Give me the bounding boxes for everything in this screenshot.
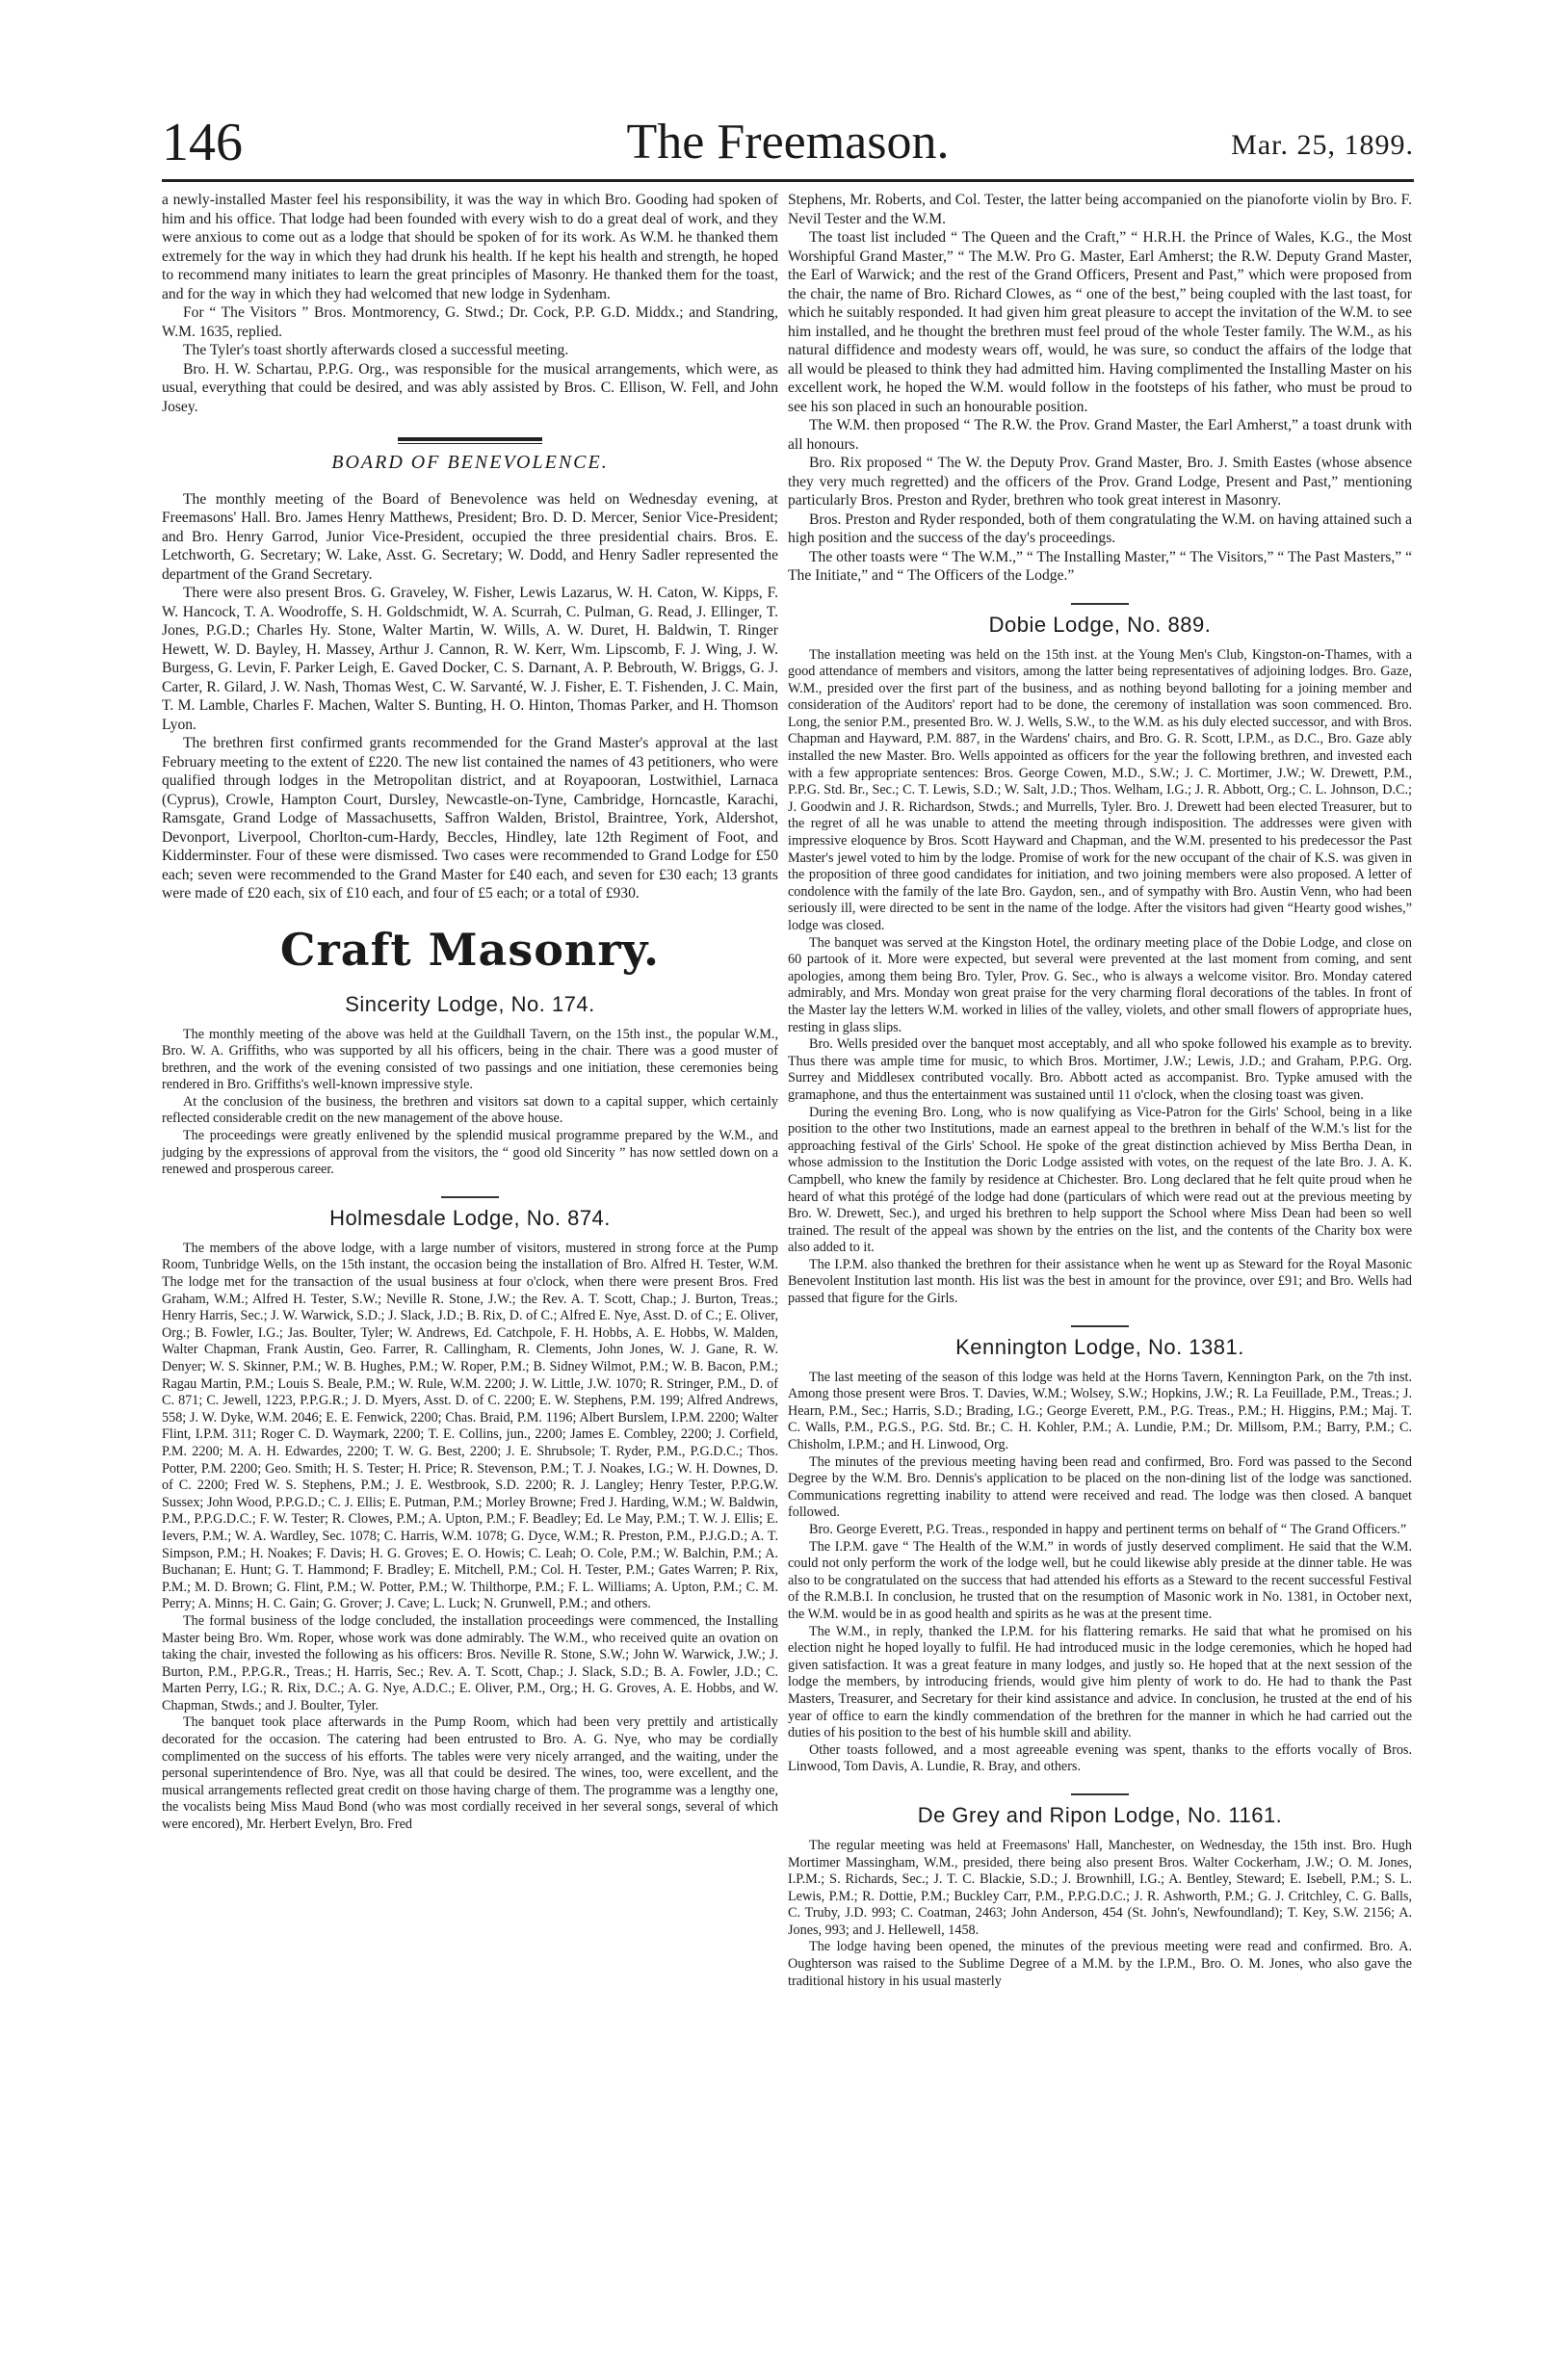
section-divider [398,437,542,444]
article-text: The I.P.M. also thanked the brethren for their assistance when he went up as Steward for the Royal Masonic Benevolent Institution last month. His list was the best in amount for the province, over £91; and Bro. Wells had passed that figure for the Girls. [788,1256,1412,1307]
article-text: The toast list included “ The Queen and the Craft,” “ H.R.H. the Prince of Wales, K.G., the Most Worshipful Grand Master,” “ The M.W. Pro G. Master, Earl Amherst; the R.W. Deputy Grand Master, the Earl of Warwick; and the rest of the Grand Officers, Present and Past,” which were proposed from the chair, the name of Bro. Richard Clowes, as “ one of the best,” being coupled with the last toast, for which he suitably responded. It had given him great pleasure to accept the invitation of the W.M. to see him installed, and he thought the brethren must feel proud of the whole Tester family. The W.M., as his natural diffidence and modesty wears off, would, he was sure, so conduct the affairs of the lodge that all would be pleased to think they had admitted him. Having complimented the Installing Master on his excellent work, he hoped the W.M. would follow in the footsteps of his father, who must be proud to see his son placed in such an honourable position. [788,229,1412,415]
lodge-heading: Kennington Lodge, No. 1381. [955,1334,1244,1359]
right-column [788,191,1412,1990]
section-heading-board: BOARD OF BENEVOLENCE. [331,452,609,473]
article-text: The lodge having been opened, the minutes of the previous meeting were read and confirmed. Bro. A. Oughterson was raised to the Sublime Degree of a M.M. by the I.P.M., Bro. O. M. Jones, who also gave the traditional history in his usual masterly [788,1939,1412,1989]
article-text: The formal business of the lodge concluded, the installation proceedings were commenced, the Installing Master being Bro. Wm. Roper, whose work was done admirably. The W.M., who received quite an ovation on taking the chair, invested the following as his officers: Bros. Neville R. Stone, S.W.; John W. Warwick, J.W.; J. Burton, P.M., P.P.G.R., Treas.; H. Harris, Sec.; Rev. A. T. Scott, Chap.; J. Slack, S.D.; B. A. Fowler, J.D.; C. Marten Perry, I.G.; R. Rix, D.C.; A. G. Nye, A.D.C.; E. Oliver, P.M., Org.; H. G. Groves, A. E. Hobbs, and W. Chapman, Stwds.; and J. Boulter, Tyler. [162,1612,778,1713]
article-text: The proceedings were greatly enlivened by the splendid musical programme prepared by the W.M., and judging by the expressions of approval from the visitors, the “ good old Sincerity ” has now settled down on a renewed and prosperous career. [162,1128,778,1178]
article-text: The W.M., in reply, thanked the I.P.M. for his flattering remarks. He said that what he promised on his election night he hoped loyally to fulfil. He had introduced music in the lodge ceremonies, which he hoped had given satisfaction. It was a great feature in many lodges, and justly so. He hoped that at the next session of the lodge the members, by introducing friends, would give him plenty of work to do. He had to thank the Past Masters, Treasurer, and Secretary for their kind assistance and advice. In conclusion, he trusted at the end of his year of office to earn the kindly commendation of the brethren for the manner in which he had carried out the duties of his position to the best of his humble skill and ability. [788,1623,1412,1741]
article-text: Stephens, Mr. Roberts, and Col. Tester, the latter being accompanied on the pianoforte violin by Bro. F. Nevil Tester and the W.M. [788,192,1412,227]
issue-date: Mar. 25, 1899. [1231,129,1414,161]
article-text: The brethren first confirmed grants recommended for the Grand Master's approval at the last February meeting to the extent of £220. The new list contained the names of 43 petitioners, who were qualified through lodges in the Metropolitan district, and at Royapooran, Lostwithiel, Larnaca (Cyprus), Crowle, Hampton Court, Dursley, Newcastle-on-Tyne, Cambridge, Horncastle, Karachi, Ramsgate, Grand Lodge of Massachusetts, Saffron Walden, Bristol, Braintree, York, Aldershot, Devonport, Liverpool, Chorlton-cum-Hardy, Beccles, Hindley, late 12th Regiment of Foot, and Kidderminster. Four of these were dismissed. Two cases were recommended to Grand Lodge for £50 each; seven were recommended to the Grand Master for £40 each, and seven for £30 each; 13 grants were made of £20 each, six of £10 each, and four of £5 each; or a total of £930. [162,735,778,902]
masthead [162,114,1414,181]
article-text: The last meeting of the season of this lodge was held at the Horns Tavern, Kennington Park, on the 7th inst. Among those present were Bros. T. Davies, W.M.; Wolsey, S.W.; Hopkins, J.W.; R. La Feuillade, P.M., Treas.; J. Hearn, P.M., Sec.; Harris, S.D.; Brading, I.G.; George Everett, P.M., P.G. Treas., P.M.; H. Higgins, P.M.; Maj. T. C. Walls, P.M., P.G.S., P.G. Std. Br.; C. H. Kohler, P.M.; A. Lundie, P.M.; Dr. Millsom, P.M.; Barry, P.M.; C. Chisholm, I.P.M.; and H. Linwood, Org. [788,1369,1412,1453]
article-text: The Tyler's toast shortly afterwards closed a successful meeting. [183,342,569,358]
article-text: a newly-installed Master feel his responsibility, it was the way in which Bro. Gooding had spoken of him and his office. That lodge had been founded with every wish to do a great deal of work, and they were anxious to come out as a lodge that should be spoken of for its work. As W.M. he thanked them extremely for the way in which they had drunk his health. If he kept his health and strength, he hoped to recommend many initiates to learn the great principles of Masonry. He thanked them for the toast, and for the way in which they had welcomed that new lodge in Sydenham. [162,192,778,302]
article-text: The banquet was served at the Kingston Hotel, the ordinary meeting place of the Dobie Lodge, and close on 60 partook of it. More were expected, but several were prevented at the last moment from coming, and sent apologies, among them being Bro. Tyler, Prov. G. Sec., who is always a welcome visitor. Bro. Monday catered admirably, and Mrs. Monday won great praise for the very charming floral decorations of the tables. In front of the Master lay the letters W.M. worked in lilies of the valley, violets, and other small flowers of appropriate hues, resting in glass slips. [788,934,1412,1035]
article-text: At the conclusion of the business, the brethren and visitors sat down to a capital supper, which certainly reflected considerable credit on the new management of the above house. [162,1093,778,1127]
article-text: The banquet took place afterwards in the Pump Room, which had been very prettily and artistically decorated for the occasion. The catering had been entrusted to Bro. A. G. Nye, who may be cordially complimented on the success of his efforts. The tables were very nicely arranged, and the waiting, under the personal superintendence of Bro. Nye, was all that could be desired. The wines, too, were excellent, and the musical arrangements reflected great credit on those having charge of them. The programme was a lengthy one, the vocalists being Miss Maud Bond (who was most cordially received in her several songs, several of which were encored), Mr. Herbert Evelyn, Bro. Fred [162,1714,778,1833]
article-text: Bro. George Everett, P.G. Treas., responded in happy and pertinent terms on behalf of “ The Grand Officers.” [809,1522,1407,1537]
article-text: During the evening Bro. Long, who is now qualifying as Vice-Patron for the Girls' School, being in a like position to the other two Institutions, made an earnest appeal to the brethren in behalf of the W.M.'s list for the approaching festival of the Girls' School. He spoke of the great distinction achieved by Miss Bertha Dean, in whose admission to the Institution the Doric Lodge assisted with votes, on the request of the late Bro. J. A. K. Campbell, who knew the family by residence at Chichester. Bro. Long declared that he felt quite proud when he heard of what this protégé of the lodge had done (particulars of which were read out at the previous meeting by Bro. W. Drewett, Sec.), and urged his brethren to help support the School where Miss Dean had been so well trained. The result of the appeal was shown by the entries on the list, and the contents of the Charity box were also added to it. [788,1104,1412,1256]
article-text: There were also present Bros. G. Graveley, W. Fisher, Lewis Lazarus, W. H. Caton, W. Kipps, F. W. Hancock, T. A. Woodroffe, S. H. Goldschmidt, W. A. Scurrah, C. Pulman, G. Read, J. Ellinger, T. Jones, P.G.D.; Charles Hy. Stone, Walter Martin, W. Wills, A. W. Duret, H. Baldwin, T. Ringer Hewett, W. D. Bayley, H. Massey, Arthur J. Cannon, R. W. Kerr, Wm. Lipscomb, F. J. Wing, J. W. Burgess, G. Levin, F. Parker Leigh, E. Gaved Docker, C. S. Darnant, A. P. Bebrouth, W. Briggs, G. J. Carter, R. Gilard, J. W. Nash, Thomas West, C. W. Sarvanté, W. J. Fisher, E. T. Fishenden, J. C. Main, T. M. Lamble, Charles F. Machen, Walter S. Bunting, H. O. Hinton, Thomas Parker, and H. Thomson Lyon. [162,585,778,733]
article-text: The monthly meeting of the above was held at the Guildhall Tavern, on the 15th inst., the popular W.M., Bro. W. A. Griffiths, who was supported by all his officers, being in the chair. There was a good muster of brethren, and the work of the evening consisted of two passings and one initiation, these ceremonies being rendered in Bro. Griffiths's well-known impressive style. [162,1026,778,1093]
article-text: The installation meeting was held on the 15th inst. at the Young Men's Club, Kingston-on-Thames, with a good attendance of members and visitors, among the latter being representatives of adjoining lodges. Bro. Gaze, W.M., presided over the first part of the business, and as nothing beyond balloting for a joining member and consideration of the Auditors' report had to be done, the ceremony of installation was soon commenced. Bro. Long, the senior P.M., presented Bro. W. J. Wells, S.W., to the W.M. as his duly elected successor, and with Bros. Chapman and Hayward, P.M. 887, in the Wardens' chairs, and Bro. G. R. Scott, I.P.M., as D.C., Bro. Gaze ably installed the new Master. Bro. Wells appointed as officers for the year the following brethren, and invested each with a few appropriate sentences: Bros. George Cowen, M.D., S.W.; J. C. Mortimer, J.W.; W. Drewett, P.M., P.P.G. Std. Br., Sec.; C. T. Lewis, S.D.; W. Salt, J.D.; Thos. Welham, I.G.; J. R. Abbott, Org.; C. L. Johnson, D.C.; J. Goodwin and J. R. Richardson, Stwds.; and Murrells, Tyler. Bro. J. Drewett had been elected Treasurer, but to the regret of all he was unable to attend the meeting through indisposition. The addresses were given with impressive eloquence by Bros. Scott Hayward and Chapman, and the W.M. presented to his predecessor the Past Master's jewel voted to him by the lodge. Promise of work for the new occupant of the chair of K.S. was given in the proposition of three good candidates for initiation, and two joining members were also proposed. A letter of condolence with the family of the late Bro. Gaydon, sen., and of sympathy with Bro. Austin Venn, who had been seriously ill, were directed to be sent in the name of the lodge. After the visitors had given “Hearty good wishes,” lodge was closed. [788,646,1412,933]
article-text: The I.P.M. gave “ The Health of the W.M.” in words of justly deserved compliment. He said that the W.M. could not only perform the work of the lodge well, but he could likewise ably preside at the dinner table. He was also to be congratulated on the success that had attended his efforts as a Steward to the recent successful Festival of the R.M.B.I. In conclusion, he trusted that on the resumption of Masonic work in No. 1381, in October next, the W.M. would be in as good health and spirits as he was at the present time. [788,1538,1412,1622]
left-column [162,191,778,1834]
article-text: The monthly meeting of the Board of Benevolence was held on Wednesday evening, at Freemasons' Hall. Bro. James Henry Matthews, President; Bro. D. D. Mercer, Senior Vice-President; and Bro. Henry Garrod, Junior Vice-President, occupied the three presidential chairs. Bros. E. Letchworth, G. Secretary; W. Lake, Asst. G. Secretary; W. Dodd, and Henry Sadler represented the department of the Grand Secretary. [162,490,778,583]
section-heading-craft: Craft Masonry. [279,923,661,976]
lodge-heading: Dobie Lodge, No. 889. [988,612,1212,637]
lodge-heading: Holmesdale Lodge, No. 874. [329,1205,611,1230]
article-text: The W.M. then proposed “ The R.W. the Prov. Grand Master, the Earl Amherst,” a toast drunk with all honours. [788,417,1412,453]
article-text: The minutes of the previous meeting having been read and confirmed, Bro. Ford was passed to the Second Degree by the W.M. Bro. Dennis's application to be placed on the non-dining list of the lodge was sanctioned. Communications regretting inability to attend were received and read. The lodge was then closed. A banquet followed. [788,1453,1412,1521]
article-text: The other toasts were “ The W.M.,” “ The Installing Master,” “ The Visitors,” “ The Past Masters,” “ The Initiate,” and “ The Officers of the Lodge.” [788,548,1412,584]
lodge-heading: Sincerity Lodge, No. 174. [345,991,595,1016]
masthead-rule [162,179,1414,182]
article-text: Other toasts followed, and a most agreeable evening was spent, thanks to the efforts vocally of Bros. Linwood, Tom Davis, A. Lundie, R. Bray, and others. [788,1741,1412,1775]
section-divider [1071,1793,1129,1795]
article-text: Bro. Rix proposed “ The W. the Deputy Prov. Grand Master, Bro. J. Smith Eastes (whose absence they very much regretted) and the officers of the Prov. Grand Lodge, Present and Past,” mentioning particularly Bros. Preston and Ryder, brethren who took great interest in Masonry. [788,455,1412,509]
article-text: Bros. Preston and Ryder responded, both of them congratulating the W.M. on having attained such a high position and the success of the day's proceedings. [788,510,1412,546]
article-text: The members of the above lodge, with a large number of visitors, mustered in strong force at the Pump Room, Tunbridge Wells, on the 15th instant, the occasion being the installation of Bro. Alfred H. Tester, W.M. The lodge met for the transaction of the usual business at four o'clock, when there were present Bros. Fred Graham, W.M.; Alfred H. Tester, S.W.; Neville R. Stone, J.W.; the Rev. A. T. Scott, Chap.; J. Burton, Treas.; Henry Harris, Sec.; J. W. Warwick, S.D.; J. Slack, J.D.; B. Rix, D. of C.; Alfred E. Nye, Asst. D. of C.; E. Oliver, Org.; B. Fowler, I.G.; Jas. Boulter, Tyler; W. Andrews, Ed. Catchpole, F. H. Hobbs, A. E. Hobbs, W. Malden, Walter Chapman, Frank Austin, Geo. Farrer, R. Callingham, R. Clements, John Jones, W. J. Gane, R. W. Denyer; W. S. Skinner, P.M.; W. B. Hughes, P.M.; W. Roper, P.M.; B. Sidney Wilmot, P.M.; W. B. Bacon, P.M.; Ragau Martin, P.M.; Louis S. Beale, P.M.; W. Rule, W.M. 2200; J. W. Little, J.W. 1070; R. Stringer, P.M., D. of C. 871; C. Jewell, 1223, P.P.G.R.; J. D. Myers, Asst. D. of C. 2200; E. W. Stephens, P.M. 199; Alfred Andrews, 558; J. W. Dyke, W.M. 2046; E. E. Fenwick, 2200; Chas. Braid, P.M. 1196; Albert Burslem, I.P.M. 2200; Walter Flint, I.P.M. 311; Roger C. D. Waymark, 2200; T. E. Collins, jun., 2200; James E. Combley, 2200; J. Corfield, P.M. 2200; M. A. H. Edwardes, 2200; T. W. G. Best, 2200; J. E. Shrubsole; T. Ryder, P.M., P.G.D.C.; Thos. Potter, P.M. 2200; Geo. Smith; H. S. Tester; H. Price; R. Stevenson, P.M.; T. J. Noakes, I.G.; W. H. Downes, D. of C. 2200; Fred W. S. Stephens, P.M.; J. E. Westbrook, S.D. 2200; R. J. Langley; Henry Tester, P.P.G.W. Sussex; John Wood, P.P.G.D.; C. J. Ellis; E. Putman, P.M.; Morley Browne; Fred J. Harding, W.M.; W. Baldwin, P.M., P.P.G.D.C.; F. W. Tester; R. Clowes, P.M.; A. Upton, P.M.; F. Beadley; Ed. Le May, P.M.; T. W. J. Ellis; E. Ievers, P.M.; W. A. Wardley, Sec. 1078; C. Harris, W.M. 1078; G. Dyce, W.M.; R. Preston, P.M., P.J.G.D.; A. T. Simpson, P.M.; H. Noakes; F. Davis; H. G. Groves; E. O. Howis; C. Leah; O. Cole, P.M.; W. Balchin, P.M.; A. Buchanan; E. Hunt; G. T. Hammond; F. Bradley; E. Mitchell, P.M.; Col. H. Tester, P.M.; Gates Warren; P. Rix, P.M.; M. D. Brown; G. Flint, P.M.; W. Potter, P.M.; W. Thilthorpe, P.M.; F. L. Williams; A. Upton, P.M.; C. M. Perry; A. Minns; H. C. Gain; G. Grover; J. Cave; L. Luck; N. Grunwell, P.M.; and others. [162,1240,778,1612]
section-divider [1071,603,1129,605]
section-divider [441,1196,499,1198]
article-text: For “ The Visitors ” Bros. Montmorency, G. Stwd.; Dr. Cock, P.P. G.D. Middx.; and Standring, W.M. 1635, replied. [162,304,778,340]
article-text: The regular meeting was held at Freemasons' Hall, Manchester, on Wednesday, the 15th inst. Bro. Hugh Mortimer Massingham, W.M., presided, there being also present Bros. Walter Cockerham, J.W.; O. M. Jones, I.P.M.; S. Richards, Sec.; J. T. C. Blackie, S.D.; J. Brownhill, I.G.; A. Bentley, Steward; E. Isebell, P.M.; S. L. Lewis, P.M.; R. Dottie, P.M.; Buckley Carr, P.M., P.P.G.D.C.; J. R. Ashworth, P.M.; G. J. Critchley, C. G. Balls, C. Truby, J.D. 993; C. Coatman, 2463; John Anderson, 454 (St. John's, Newfoundland); T. Key, S.W. 2156; A. Jones, 993; and J. Hellewell, 1458. [788,1837,1412,1938]
publication-title: The Freemason. [626,115,950,170]
article-text: Bro. H. W. Schartau, P.P.G. Org., was responsible for the musical arrangements, which were, as usual, everything that could be desired, and was ably assisted by Bros. C. Ellison, W. Fell, and John Josey. [162,360,778,415]
section-divider [1071,1325,1129,1327]
lodge-heading: De Grey and Ripon Lodge, No. 1161. [917,1802,1283,1827]
page-number: 146 [162,113,243,172]
article-text: Bro. Wells presided over the banquet most acceptably, and all who spoke followed his example as to brevity. Thus there was ample time for music, to which Bros. Mortimer, J.W.; Lewis, J.D.; and Graham, P.P.G. Org. Surrey and Middlesex contributed vocally. Bro. Abbott acted as accompanist. Bro. Typke amused with the gramaphone, and thus the entertainment was sustained until 11 o'clock, when the closing toast was given. [788,1036,1412,1103]
